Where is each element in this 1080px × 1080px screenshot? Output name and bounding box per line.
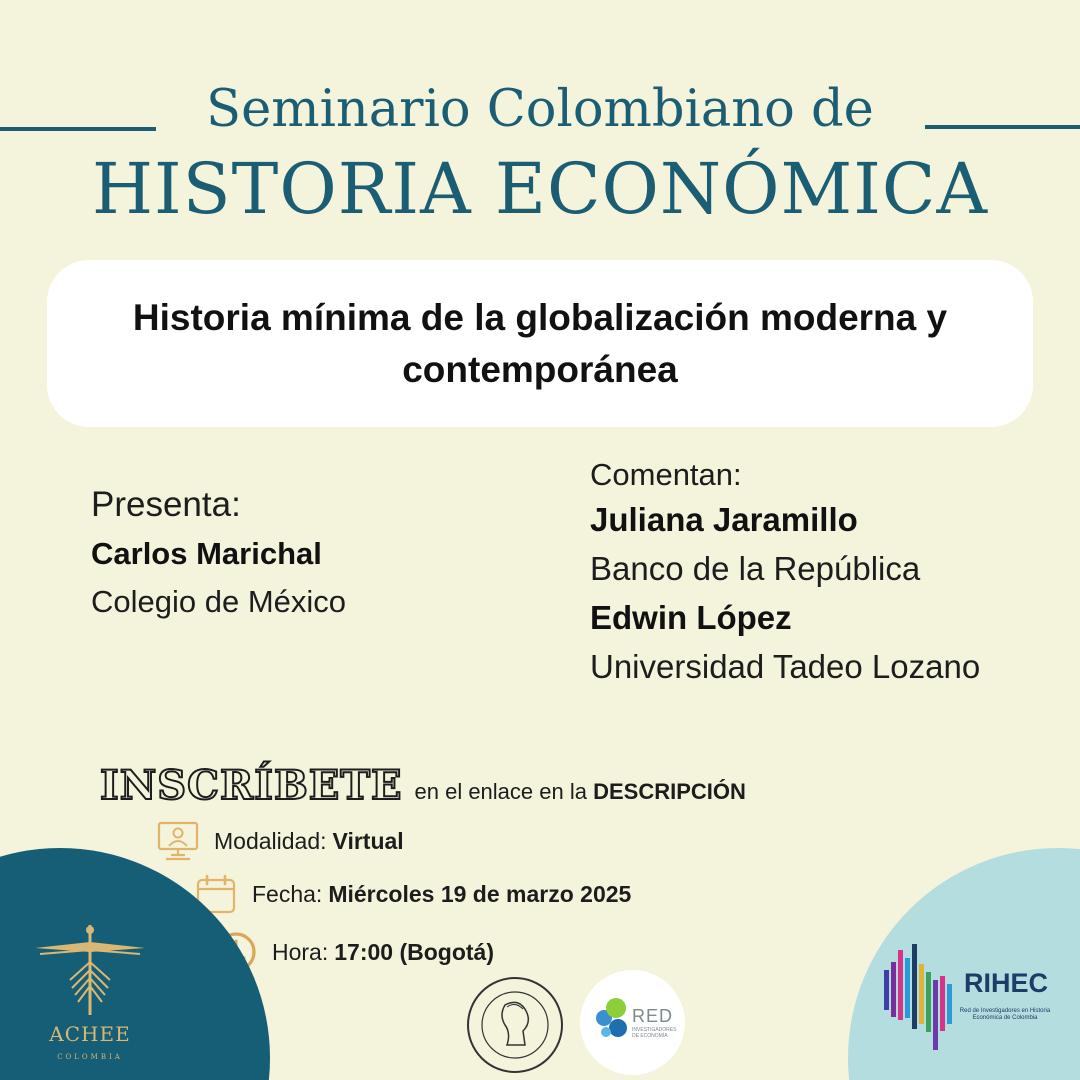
registration-text <box>415 779 746 805</box>
seminar-title-line1: Seminario Colombiano de <box>206 80 874 139</box>
presenter-label: Presenta: <box>91 485 241 524</box>
registration-sentence: en el enlace en la <box>414 779 587 804</box>
commentators-label: Comentan: <box>590 457 742 492</box>
registration-link-word: DESCRIPCIÓN <box>593 779 746 804</box>
time-row <box>214 930 494 974</box>
talk-title: Historia mínima de la globalización moderna y contemporánea <box>132 296 948 390</box>
time-label: Hora: <box>272 938 329 965</box>
commentators-block <box>590 455 980 691</box>
computer-user-icon <box>156 819 200 863</box>
rihec-sub: Red de Investigadores en Historia Económica de Colombia <box>959 1008 1051 1021</box>
commentator-affiliation: Banco de la República <box>590 550 921 587</box>
mode-value: Virtual <box>332 827 404 854</box>
red-sub: INVESTIGADORES DE ECONOMÍA <box>632 1027 677 1039</box>
achee-sub: COLOMBIA <box>57 1053 123 1061</box>
seminar-title-line2: HISTORIA ECONÓMICA <box>91 148 988 230</box>
registration-line <box>100 762 746 809</box>
mode-label: Modalidad: <box>214 827 327 854</box>
mode-row <box>156 819 404 863</box>
presenter-affiliation: Colegio de México <box>91 584 347 619</box>
time-value: 17:00 (Bogotá) <box>334 938 494 965</box>
rihec-bars-logo <box>882 940 960 1055</box>
commentator-name: Edwin López <box>590 599 792 636</box>
presenter-name: Carlos Marichal <box>91 536 322 571</box>
register-word: INSCRÍBETE <box>100 762 403 809</box>
date-value: Miércoles 19 de marzo 2025 <box>328 880 632 907</box>
red-name: RED <box>632 1006 674 1026</box>
achee-name: ACHEE <box>49 1022 131 1046</box>
commentator-name: Juliana Jaramillo <box>590 501 858 538</box>
talk-title-box <box>47 260 1033 427</box>
date-row <box>194 872 631 916</box>
date-label: Fecha: <box>252 880 323 907</box>
achee-logo <box>30 920 150 1020</box>
commentator-affiliation: Universidad Tadeo Lozano <box>590 648 981 685</box>
rihec-name: RIHEC <box>964 968 1049 998</box>
banco-republica-seal <box>465 975 565 1075</box>
presenter-block <box>91 480 346 626</box>
